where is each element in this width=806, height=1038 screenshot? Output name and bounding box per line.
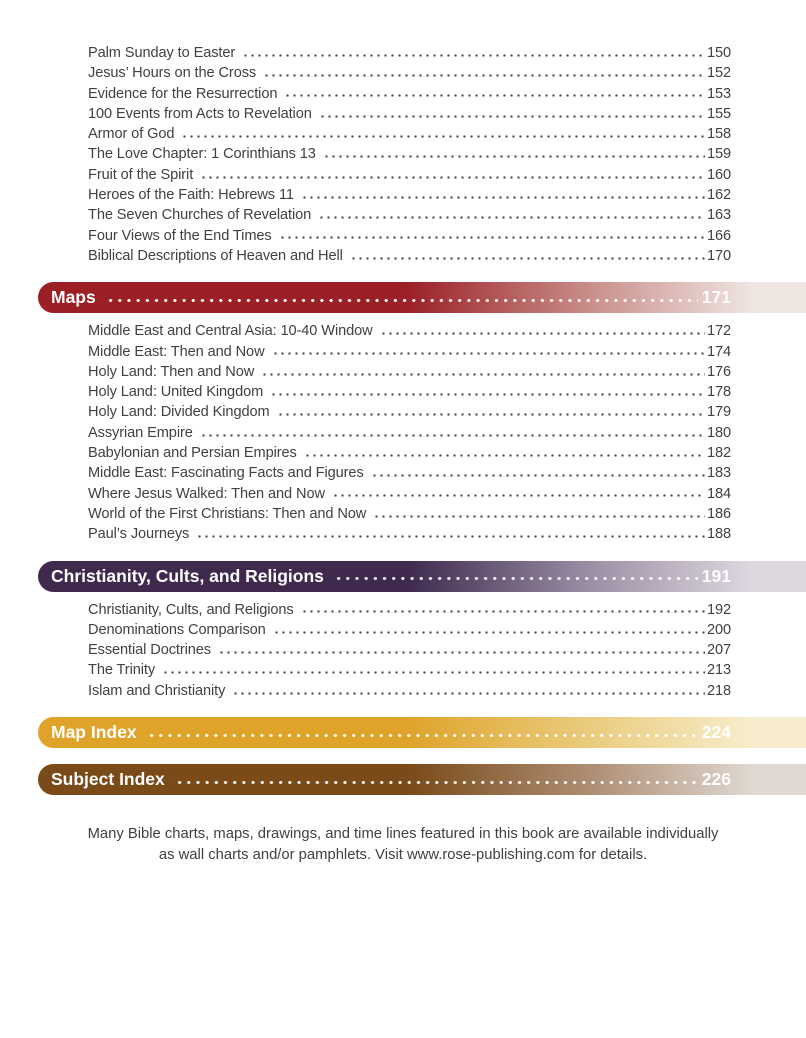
dot-leader xyxy=(270,342,705,362)
entry-title: Holy Land: United Kingdom xyxy=(88,384,264,401)
dot-leader xyxy=(261,63,705,83)
entry-title: 100 Events from Acts to Revelation xyxy=(88,105,312,122)
dot-leader xyxy=(240,43,705,63)
toc-entry xyxy=(88,640,731,660)
entry-title: Heroes of the Faith: Hebrews 11 xyxy=(88,187,294,204)
toc-entry xyxy=(88,321,731,341)
entry-page-number: 160 xyxy=(706,166,731,183)
entry-page-number: 218 xyxy=(706,682,731,699)
dot-leader xyxy=(268,382,705,402)
toc-entry xyxy=(88,660,731,680)
entry-page-number: 178 xyxy=(706,384,731,401)
toc-section-maps xyxy=(0,282,806,544)
entry-title: Biblical Descriptions of Heaven and Hell xyxy=(88,247,343,264)
entry-title: Fruit of the Spirit xyxy=(88,166,194,183)
entry-title: Islam and Christianity xyxy=(88,682,226,699)
dot-leader xyxy=(144,717,698,748)
section-title: Subject Index xyxy=(51,769,165,790)
toc-entry xyxy=(88,484,731,504)
section-page-number: 224 xyxy=(701,722,731,743)
entry-page-number: 180 xyxy=(706,424,731,441)
entry-title: Assyrian Empire xyxy=(88,424,193,441)
entry-page-number: 192 xyxy=(706,601,731,618)
availability-note xyxy=(56,824,750,866)
entry-title: Palm Sunday to Easter xyxy=(88,45,236,61)
entry-title: Evidence for the Resurrection xyxy=(88,85,278,102)
toc-entry xyxy=(88,362,731,382)
section-title: Maps xyxy=(51,287,96,308)
entry-page-number: 153 xyxy=(706,85,731,102)
entry-page-number: 172 xyxy=(706,323,731,340)
entry-title: Jesus’ Hours on the Cross xyxy=(88,65,257,82)
entry-title: Four Views of the End Times xyxy=(88,227,272,244)
entry-title: Babylonian and Persian Empires xyxy=(88,445,297,462)
toc-entry xyxy=(88,342,731,362)
toc-section-map-index xyxy=(0,717,806,748)
entry-title: Holy Land: Divided Kingdom xyxy=(88,404,270,421)
dot-leader xyxy=(299,600,705,620)
section-page-number: 171 xyxy=(701,287,731,308)
dot-leader xyxy=(271,620,705,640)
dot-leader xyxy=(317,104,705,124)
entry-title: Essential Doctrines xyxy=(88,642,212,659)
toc-sections xyxy=(0,43,806,795)
toc-entry xyxy=(88,600,731,620)
toc-section-subject-index xyxy=(0,764,806,795)
dot-leader xyxy=(275,402,705,422)
toc-entry xyxy=(88,144,731,164)
entry-title: Christianity, Cults, and Religions xyxy=(88,601,294,618)
dot-leader xyxy=(160,660,705,680)
dot-leader xyxy=(316,205,705,225)
entry-page-number: 186 xyxy=(706,505,731,522)
toc-entry xyxy=(88,185,731,205)
entry-page-number: 155 xyxy=(706,105,731,122)
entry-title: The Seven Churches of Revelation xyxy=(88,207,312,224)
toc-entry xyxy=(88,43,731,63)
dot-leader xyxy=(330,484,705,504)
toc-entry xyxy=(88,681,731,701)
section-title: Christianity, Cults, and Religions xyxy=(51,565,324,586)
dot-leader xyxy=(230,681,705,701)
entry-page-number: 152 xyxy=(706,65,731,82)
entry-title: Where Jesus Walked: Then and Now xyxy=(88,485,325,502)
dot-leader xyxy=(198,423,705,443)
dot-leader xyxy=(321,144,705,164)
entry-page-number: 200 xyxy=(706,621,731,638)
section-page-number: 226 xyxy=(701,769,731,790)
entry-page-number: 166 xyxy=(706,227,731,244)
entry-page-number: 162 xyxy=(706,187,731,204)
dot-leader xyxy=(179,124,705,144)
toc-entry xyxy=(88,423,731,443)
entry-title: The Trinity xyxy=(88,662,156,679)
entry-page-number: 174 xyxy=(706,343,731,360)
toc-entry xyxy=(88,524,731,544)
toc-entry xyxy=(88,463,731,483)
dot-leader xyxy=(194,524,705,544)
section-page-number: 191 xyxy=(701,565,731,586)
toc-entry xyxy=(88,443,731,463)
entry-page-number: 170 xyxy=(706,247,731,264)
entry-list xyxy=(88,321,731,544)
toc-entry xyxy=(88,84,731,104)
entry-page-number: 176 xyxy=(706,363,731,380)
toc-entry xyxy=(88,382,731,402)
dot-leader xyxy=(282,84,705,104)
entry-page-number: 159 xyxy=(706,146,731,163)
toc-entry xyxy=(88,402,731,422)
entry-title: Armor of God xyxy=(88,126,175,143)
entry-title: The Love Chapter: 1 Corinthians 13 xyxy=(88,146,316,163)
toc-entry xyxy=(88,504,731,524)
toc-entry xyxy=(88,124,731,144)
section-banner-maps xyxy=(38,282,806,313)
section-banner-map-index xyxy=(38,717,806,748)
entry-page-number: 150 xyxy=(706,45,731,61)
entry-title: World of the First Christians: Then and Now xyxy=(88,505,367,522)
toc-entry xyxy=(88,104,731,124)
dot-leader xyxy=(172,764,698,795)
entry-page-number: 182 xyxy=(706,445,731,462)
entry-title: Denominations Comparison xyxy=(88,621,266,638)
entry-page-number: 213 xyxy=(706,662,731,679)
availability-note-line2: as wall charts and/or pamphlets. Visit www.rose-publishing.com for details. xyxy=(158,846,648,863)
dot-leader xyxy=(299,185,705,205)
toc-entry xyxy=(88,63,731,83)
entry-page-number: 207 xyxy=(706,642,731,659)
toc-entry xyxy=(88,165,731,185)
entry-title: Paul’s Journeys xyxy=(88,526,190,543)
entry-title: Holy Land: Then and Now xyxy=(88,363,255,380)
dot-leader xyxy=(198,165,705,185)
entry-page-number: 183 xyxy=(706,465,731,482)
dot-leader xyxy=(348,246,705,266)
dot-leader xyxy=(277,226,705,246)
entry-page-number: 184 xyxy=(706,485,731,502)
dot-leader xyxy=(371,504,705,524)
dot-leader xyxy=(259,362,705,382)
toc-section-christianity-cults-and-religions xyxy=(0,561,806,701)
availability-note-line1: Many Bible charts, maps, drawings, and time lines featured in this book are available individually xyxy=(87,826,719,843)
dot-leader xyxy=(302,443,705,463)
section-banner-christianity-cults-and-religions xyxy=(38,561,806,592)
section-banner-subject-index xyxy=(38,764,806,795)
section-title: Map Index xyxy=(51,722,137,743)
entry-page-number: 158 xyxy=(706,126,731,143)
dot-leader xyxy=(103,282,698,313)
entry-title: Middle East: Then and Now xyxy=(88,343,265,360)
toc-entry xyxy=(88,246,731,266)
dot-leader xyxy=(378,321,705,341)
entry-title: Middle East: Fascinating Facts and Figures xyxy=(88,465,364,482)
toc-entry xyxy=(88,205,731,225)
dot-leader xyxy=(369,463,705,483)
dot-leader xyxy=(331,561,698,592)
dot-leader xyxy=(216,640,705,660)
toc-entry xyxy=(88,620,731,640)
toc-section-new-testament-charts xyxy=(0,43,806,266)
entry-page-number: 188 xyxy=(706,526,731,543)
entry-title: Middle East and Central Asia: 10-40 Window xyxy=(88,323,373,340)
entry-list xyxy=(88,43,731,266)
toc-entry xyxy=(88,226,731,246)
entry-page-number: 163 xyxy=(706,207,731,224)
entry-list xyxy=(88,600,731,701)
entry-page-number: 179 xyxy=(706,404,731,421)
